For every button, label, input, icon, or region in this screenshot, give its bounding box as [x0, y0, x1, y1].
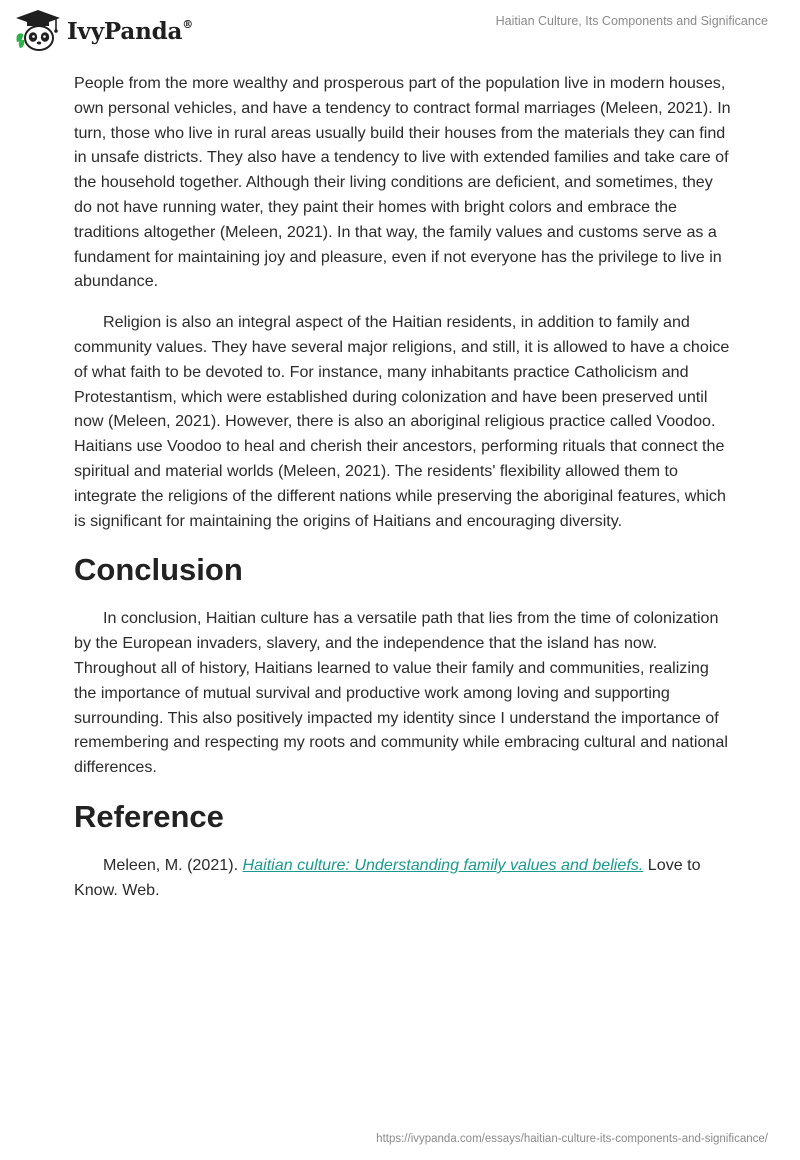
paragraph-family-values: People from the more wealthy and prosperous part of the population live in modern houses, own personal vehicles, and have a tendency to contract formal marriages (Meleen, 2021). In turn, those who live in rural areas usually build their houses from the materials they can find in unsafe districts. They also have a tendency to live with extended families and take care of the household together. Although their living conditions are deficient, and sometimes, they do not have running water, they paint their homes with bright colors and embrace the traditions altogether (Meleen, 2021). In that way, the family values and customs serve as a fundament for maintaining joy and pleasure, even if not everyone has the privilege to live in abundance.: [74, 74, 731, 291]
conclusion-paragraph: In conclusion, Haitian culture has a versatile path that lies from the time of colonization by the European invaders, slavery, and the independence that the island has now. Throughout all of history, Haitians learned to value their family and communities, realizing the importance of mutual survival and productive work among loving and supporting surrounding. This also positively impacted my identity since I understand the importance of remembering and respecting my roots and community while embracing cultural and national differences.: [74, 609, 728, 777]
reference-link[interactable]: Haitian culture: Understanding family values and beliefs.: [242, 855, 644, 874]
reference-publisher: Love to Know. Web.: [74, 855, 701, 899]
ivypanda-logo[interactable]: [14, 8, 193, 52]
footer-url[interactable]: https://ivypanda.com/essays/haitian-culture-its-components-and-significance/: [376, 1133, 768, 1145]
document-title: Haitian Culture, Its Components and Significance: [495, 14, 768, 28]
reference-author: Meleen, M. (2021).: [103, 855, 243, 874]
panda-graduate-icon: [14, 8, 62, 52]
paragraph-religion: Religion is also an integral aspect of the Haitian residents, in addition to family and community values. They have several major religions, and still, it is allowed to have a choice of what faith to be devoted to. For instance, many inhabitants practice Catholicism and Protestantism, which were established during colonization and have been preserved until now (Meleen, 2021). However, there is also an aboriginal religious practice called Voodoo. Haitians use Voodoo to heal and cherish their ancestors, performing rituals that connect the spiritual and material worlds (Meleen, 2021). The residents' flexibility allowed them to integrate the religions of the different nations while preserving the aboriginal features, which is significant for maintaining the origins of Haitians and encouraging diversity.: [74, 313, 730, 530]
conclusion-heading: Conclusion: [74, 552, 243, 588]
brand-name: IvyPanda®: [67, 17, 193, 45]
essay-content: [74, 71, 734, 919]
page-header: [0, 0, 800, 60]
reference-heading: Reference: [74, 798, 224, 834]
reference-entry: [74, 853, 734, 903]
